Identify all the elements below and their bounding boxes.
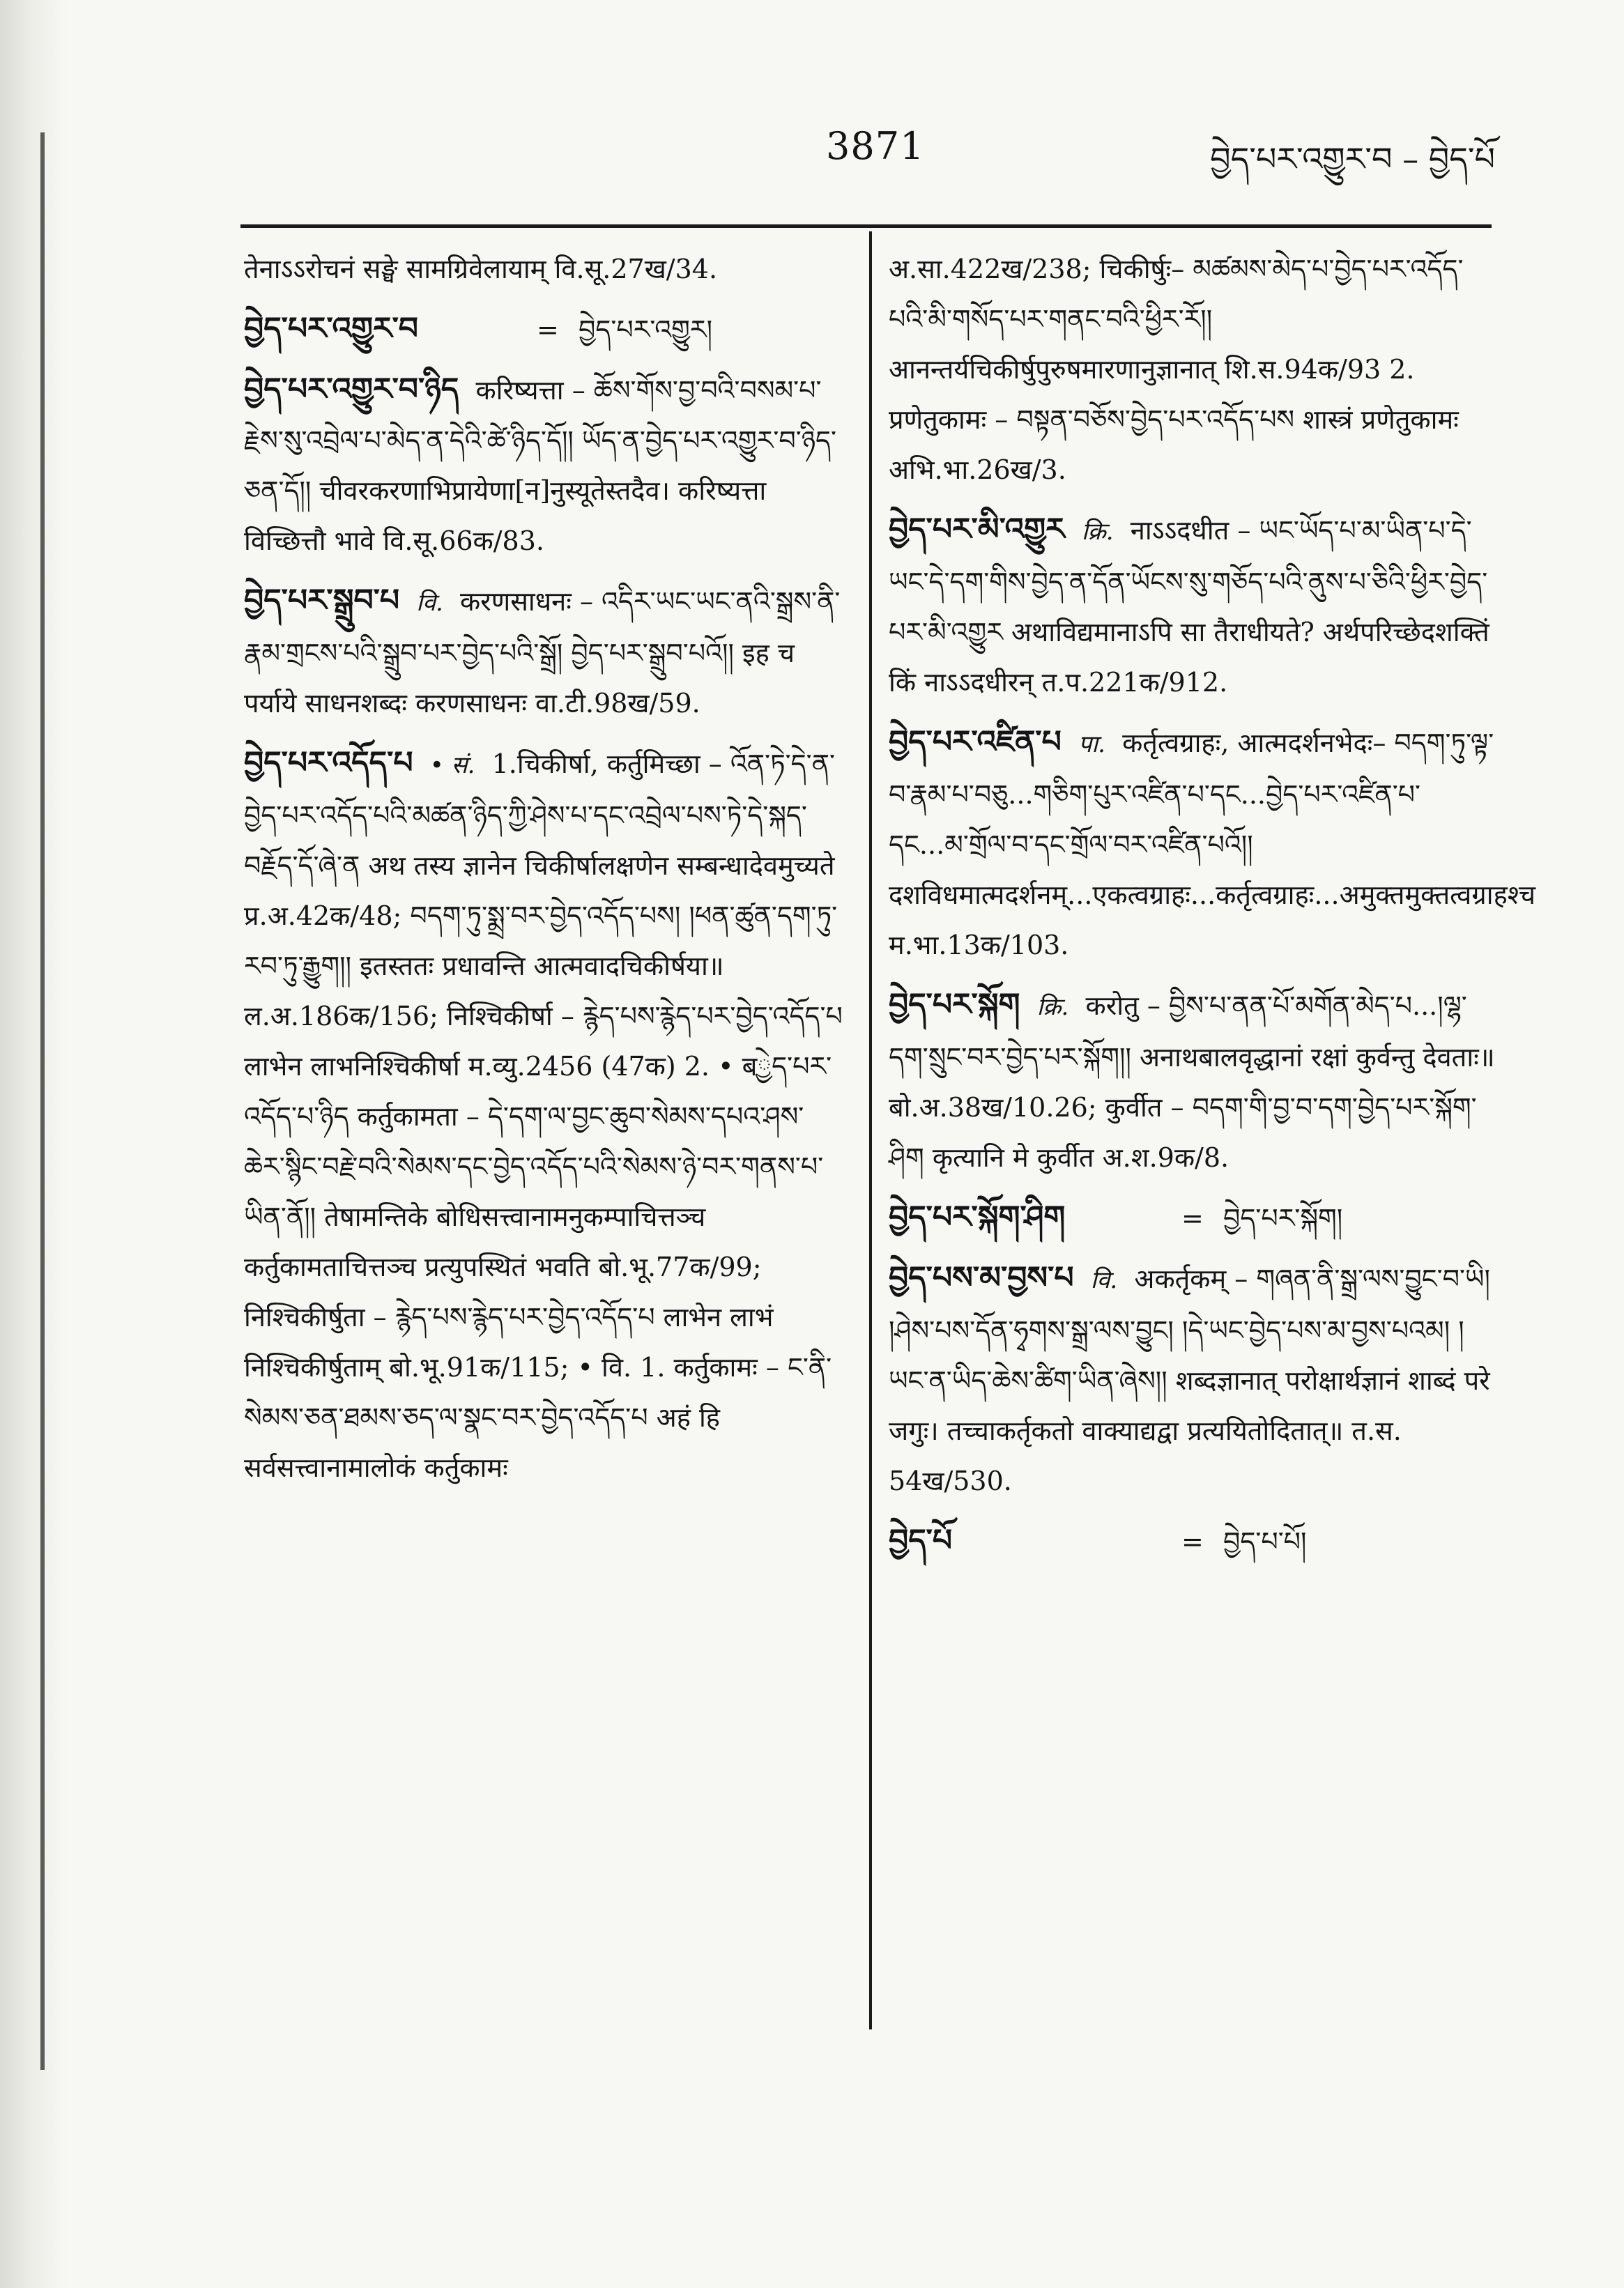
headword: བྱེད་པར་འགྱུར་བ (244, 311, 419, 346)
grammar-tag: क्रि. (1036, 993, 1069, 1021)
page-number: 3871 (826, 124, 925, 168)
grammar-tag: • सं. (429, 751, 475, 779)
dictionary-entry (889, 717, 1536, 970)
equals-sign: = (1181, 1526, 1204, 1557)
equivalence-entry (244, 304, 843, 355)
continuation-text: अ.सा.422ख/238; चिकीर्षुः– མཚམས་མེད་པ་བྱེད་པར་འདོད་པའི་མི་གསོད་པར་གནང་བའི་ཕྱིར་རོ།། आनन्तर्यचिकीर्षुपुरुषमारणानुज्ञानात् शि.स.94क/93 2. प्रणेतुकामः – བསྟན་བཅོས་བྱེད་པར་འདོད་པས शास्त्रं प्रणेतुकामः अभि.भा.26ख/3. (889, 254, 1464, 485)
entry-body: 1.चिकीर्षा, कर्तुमिच्छा – འོན་ཏེ་དེ་ན་བྱེད་པར་འདོད་པའི་མཚན་ཉིད་ཀྱི་ཤེས་པ་དང་འབྲེལ་པས་ཏེ་དེ་སྐད་བརྗོད་དོ་ཞེ་ན अथ तस्य ज्ञानेन चिकीर्षालक्षणेन सम्बन्धादेवमुच्यते प्र.अ.42क/48; བདག་ཏུ་སྨྲ་བར་བྱེད་འདོད་པས། །ཕན་ཚུན་དག་ཏུ་རབ་ཏུ་རྒྱུག།། इतस्ततः प्रधावन्ति आत्मवादचिकीर्षया॥ ल.अ.186क/156; निश्चिकीर्षा – རྙེད་པས་རྙེད་པར་བྱེད་འདོད་པ लाभेन लाभनिश्चिकीर्षा म.व्यु.2456 (47क) 2. • बྱེད་པར་འདོད་པ་ཉིད कर्तुकामता – དེ་དག་ལ་བྱང་ཆུབ་སེམས་དཔའ་ཤས་ཆེར་སྙིང་བརྗེ་བའི་སེམས་དང་བྱེད་འདོད་པའི་སེམས་ཉེ་བར་གནས་པ་ཡིན་ནོ།། तेषामन्तिके बोधिसत्त्वानामनुकम्पाचित्तञ्च कर्तुकामताचित्तञ्च प्रत्युपस्थितं भवति बो.भू.77क/99; निश्चिकीर्षुता – རྙེད་པས་རྙེད་པར་བྱེད་འདོད་པ लाभेन लाभं निश्चिकीर्षुताम् बो.भू.91क/115; • वि. 1. कर्तुकामः – ང་ནི་སེམས་ཅན་ཐམས་ཅད་ལ་སྣང་བར་བྱེད་འདོད་པ अहं हि सर्वसत्त्वानामालोकं कर्तुकामः (244, 748, 843, 1483)
dictionary-entry (244, 576, 843, 728)
column-divider (869, 231, 872, 2029)
headword: བྱེད་པར་འགྱུར་བ་ཉིད (244, 371, 459, 407)
entry-body: करोतु – བྱིས་པ་ནན་པོ་མགོན་མེད་པ...།ལྷ་དག་སྲུང་བར་བྱེད་པར་སྐོག།། अनाथबालवृद्धानां रक्षां कुर्वन्तु देवताः॥ बो.अ.38ख/10.26; कुर्वीत – བདག་གི་བྱ་བ་དག་བྱེད་པར་སྐོག་ཤིག कृत्यानि मे कुर्वीत अ.श.9क/8. (889, 990, 1495, 1173)
grammar-tag: पा. (1078, 730, 1105, 758)
grammar-tag: क्रि. (1081, 518, 1114, 546)
left-column (244, 244, 843, 1503)
equals-sign: = (537, 314, 559, 345)
headword: བྱེད་པར་སྐོག་ཤིག (889, 1199, 1066, 1235)
entry-body: करिष्यत्ता – ཆོས་གོས་བྱ་བའི་བསམ་པ་རྗེས་སུ་འབྲེལ་པ་མེད་ན་དེའི་ཚེ་ཉིད་དོ།། ཡོད་ན་བྱེད་པར་འགྱུར་བ་ཉིད་ཅན་དོ།། चीवरकरणाभिप्रायेणा[न]नुस्यूतेस्तदैव। करिष्यत्ता विच्छित्तौ भावे वि.सू.66क/83. (244, 375, 837, 556)
equals-sign: = (1181, 1203, 1204, 1234)
binding-edge-line (40, 132, 45, 2070)
dictionary-entry (244, 738, 843, 1493)
equivalence-entry (889, 1516, 1495, 1567)
entry-body: करणसाधनः – འདིར་ཡང་ཡང་ནའི་སྒྲས་ནི་རྣམ་གྲངས་པའི་སྒྲུབ་པར་བྱེད་པའི་སྒྲོ། བྱེད་པར་སྒྲུབ་པའོ།། इह च पर्याये साधनशब्दः करणसाधनः वा.टी.98ख/59. (244, 586, 841, 719)
headword: བྱེད་པས་མ་བྱས་པ (889, 1260, 1074, 1296)
grammar-tag: वि. (1090, 1266, 1118, 1294)
headword: བྱེད་པར་འདོད་པ (244, 745, 413, 781)
dictionary-entry (889, 1253, 1495, 1506)
equivalence-target: བྱེད་པར་འགྱུར། (579, 314, 713, 345)
header-rule (240, 224, 1492, 228)
headword: བྱེད་པར་མི་འགྱུར (889, 512, 1065, 547)
equivalence-target: བྱེད་པར་སྐོག། (1223, 1203, 1343, 1234)
entry-body: कर्तृत्वग्राहः, आत्मदर्शनभेदः– བདག་ཏུ་ལྟ་བ་རྣམ་པ་བཅུ...གཅིག་པུར་འཛིན་པ་དང...བྱེད་པར་འཛིན་པ་དང...མ་གྲོལ་བ་དང་གྲོལ་བར་འཛིན་པའོ།། दशविधमात्मदर्शनम्...एकत्वग्राहः...कर्तृत्वग्राहः...अमुक्तमुक्तत्वग्राहश्च म.भा.13क/103. (889, 728, 1536, 960)
equivalence-target: བྱེད་པ་པོ། (1223, 1526, 1307, 1557)
headword: བྱེད་པར་སྒྲུབ་པ (244, 583, 400, 618)
entry-body: नाऽऽदधीत – ཡང་ཡོད་པ་མ་ཡིན་པ་དེ་ཡང་དེ་དག་གིས་བྱེད་ན་དོན་ཡོངས་སུ་གཅོད་པའི་ནུས་པ་ཅིའི་ཕྱིར་བྱེད་པར་མི་འགྱུར अथाविद्यमानाऽपि सा तैराधीयते? अर्थपरिच्छेदशक्तिं किं नाऽऽदधीरन् त.प.221क/912. (889, 515, 1489, 698)
headword: བྱེད་པོ (889, 1523, 953, 1558)
headword: བྱེད་པར་སྐོག (889, 987, 1020, 1022)
dictionary-entry (889, 505, 1495, 707)
continuation-text: तेनाऽऽरोचनं सङ्घे सामग्रिवेलायाम् वि.सू.27ख/34. (244, 254, 718, 284)
grammar-tag: वि. (416, 589, 443, 617)
dictionary-entry (889, 980, 1495, 1183)
running-head: བྱེད་པར་འགྱུར་བ – བྱེད་པོ (1210, 140, 1495, 178)
right-column (889, 244, 1536, 1576)
headword: བྱེད་པར་འཛིན་པ (889, 724, 1062, 760)
equivalence-entry (889, 1192, 1495, 1243)
dictionary-entry (244, 364, 843, 566)
entry-body: अकर्तृकम् – གཞན་ནི་སྒྲ་ལས་བྱུང་བ་ཡི། །ཤེས་པས་དོན་ཧྭགས་སྒྲ་ལས་བྱུང། །དེ་ཡང་བྱེད་པས་མ་བྱས་པའམ། །ཡང་ན་ཡིད་ཆེས་ཚིག་ཡིན་ཞེས།། शब्दज्ञानात् परोक्षार्थज्ञानं शाब्दं परे जगुः। तच्चाकर्तृकतो वाक्याद्यद्वा प्रत्ययितोदितात्॥ त.स. 54ख/530. (889, 1264, 1490, 1496)
page-binding-shadow (0, 0, 66, 2288)
